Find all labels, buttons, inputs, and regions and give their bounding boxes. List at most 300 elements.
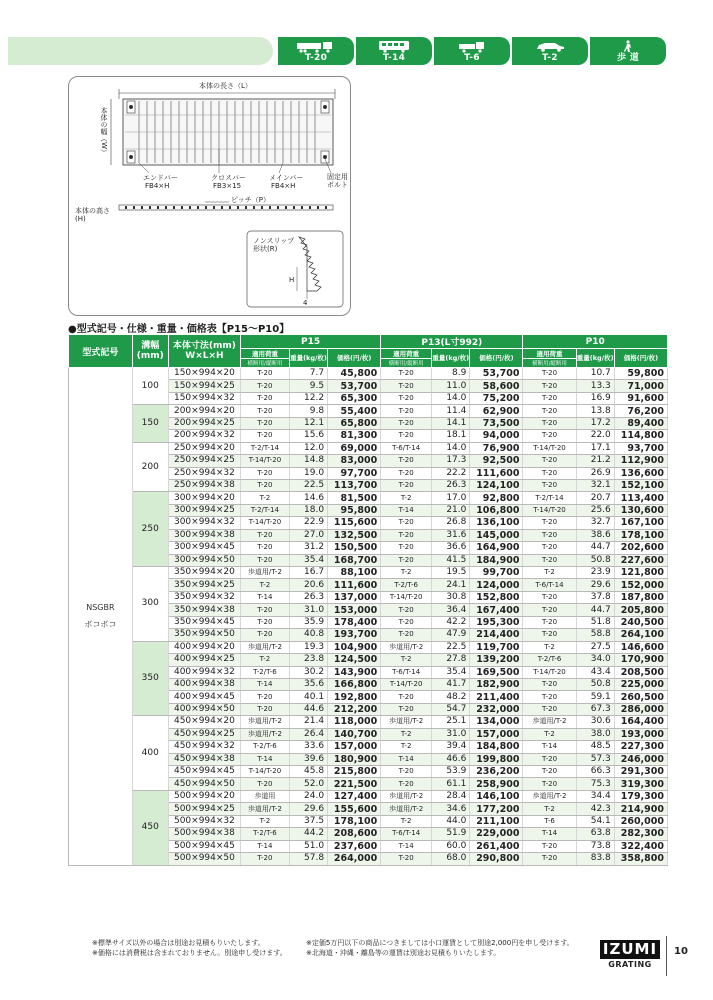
izumi-grating-logo xyxy=(600,940,660,970)
price-cell: 193,700 xyxy=(328,629,381,641)
load-cell: T-20 xyxy=(241,368,290,380)
header-weight: 重量(kg/枚) xyxy=(432,349,470,368)
load-cell: T-20 xyxy=(381,467,432,479)
load-cell: T-20 xyxy=(381,691,432,703)
price-cell: 178,400 xyxy=(328,616,381,628)
price-cell: 260,000 xyxy=(614,815,667,827)
load-cell: T-20 xyxy=(523,753,576,765)
load-cell: T-20 xyxy=(523,380,576,392)
width-cell: 300 xyxy=(132,567,168,642)
price-cell: 106,800 xyxy=(470,504,523,516)
price-cell: 178,100 xyxy=(614,529,667,541)
load-cell: T-20 xyxy=(523,778,576,790)
load-cell: T-2/T-14 xyxy=(241,442,290,454)
weight-cell: 18.1 xyxy=(432,430,470,442)
load-cell: 歩道用/T-2 xyxy=(241,803,290,815)
price-cell: 192,800 xyxy=(328,691,381,703)
price-cell: 89,400 xyxy=(614,417,667,429)
load-cell: T-2/T-6 xyxy=(241,666,290,678)
width-cell: 250 xyxy=(132,492,168,567)
weight-cell: 68.0 xyxy=(432,853,470,865)
weight-cell: 20.6 xyxy=(289,579,327,591)
price-cell: 208,600 xyxy=(328,828,381,840)
load-cell: T-2 xyxy=(241,492,290,504)
dims-cell: 350×994×32 xyxy=(168,591,240,603)
price-cell: 115,600 xyxy=(328,517,381,529)
dims-cell: 450×994×45 xyxy=(168,766,240,778)
weight-cell: 19.5 xyxy=(432,567,470,579)
price-cell: 246,000 xyxy=(614,753,667,765)
weight-cell: 27.8 xyxy=(432,654,470,666)
load-cell: T-2/T-6 xyxy=(523,654,576,666)
endbar-label: エンドバー xyxy=(143,174,178,182)
weight-cell: 29.6 xyxy=(289,803,327,815)
price-cell: 212,200 xyxy=(328,703,381,715)
price-cell: 178,100 xyxy=(328,815,381,827)
grating-drawing xyxy=(69,77,352,317)
load-cell: 歩道用/T-2 xyxy=(381,803,432,815)
dims-cell: 450×994×20 xyxy=(168,716,240,728)
notes-left xyxy=(92,938,287,958)
weight-cell: 11.4 xyxy=(432,405,470,417)
load-cell: 歩道用/T-2 xyxy=(241,641,290,653)
dims-cell: 200×994×20 xyxy=(168,405,240,417)
price-cell: 180,900 xyxy=(328,753,381,765)
load-cell: T-14/T-20 xyxy=(241,517,290,529)
weight-cell: 37.5 xyxy=(289,815,327,827)
load-cell: T-20 xyxy=(381,778,432,790)
dims-cell: 150×994×32 xyxy=(168,392,240,404)
load-cell: T-20 xyxy=(241,430,290,442)
load-cell: T-20 xyxy=(241,417,290,429)
price-cell: 199,800 xyxy=(470,753,523,765)
tab-label: 歩 道 xyxy=(616,52,640,63)
load-cell: 歩道用 xyxy=(241,790,290,802)
load-cell: T-20 xyxy=(381,616,432,628)
load-cell: 歩道用/T-2 xyxy=(241,716,290,728)
weight-cell: 35.4 xyxy=(432,666,470,678)
table-row xyxy=(69,567,668,579)
load-cell: T-20 xyxy=(381,604,432,616)
price-cell: 53,700 xyxy=(328,380,381,392)
weight-cell: 37.8 xyxy=(576,591,614,603)
table-row xyxy=(69,641,668,653)
weight-cell: 26.9 xyxy=(576,467,614,479)
load-cell: T-14/T-20 xyxy=(381,678,432,690)
price-cell: 215,800 xyxy=(328,766,381,778)
dims-cell: 400×994×38 xyxy=(168,678,240,690)
banner-bar xyxy=(8,37,273,65)
note: ※定価5万円以下の商品につきましては小口運賃として別途2,000円を申し受けます。 xyxy=(306,939,574,947)
load-cell: T-2 xyxy=(381,567,432,579)
price-cell: 290,800 xyxy=(470,853,523,865)
load-cell: T-14/T-20 xyxy=(523,442,576,454)
note: ※北海道・沖縄・離島等の運賃は別途お見積もりいたします。 xyxy=(306,949,501,957)
weight-cell: 22.5 xyxy=(432,641,470,653)
dims-cell: 350×994×50 xyxy=(168,629,240,641)
bus-icon xyxy=(373,40,415,53)
weight-cell: 25.1 xyxy=(432,716,470,728)
tab-t14 xyxy=(356,37,432,65)
load-cell: T-20 xyxy=(241,691,290,703)
price-cell: 111,600 xyxy=(328,579,381,591)
price-cell: 137,000 xyxy=(328,591,381,603)
tab-label: T-2 xyxy=(542,52,558,63)
dims-cell: 400×994×50 xyxy=(168,703,240,715)
load-cell: T-20 xyxy=(523,467,576,479)
header-model: 型式記号 xyxy=(69,335,133,368)
weight-cell: 25.6 xyxy=(576,504,614,516)
model-name: NSGBR xyxy=(86,603,115,613)
load-cell: T-14 xyxy=(523,741,576,753)
price-cell: 240,500 xyxy=(614,616,667,628)
weight-cell: 50.8 xyxy=(576,554,614,566)
load-cell: T-20 xyxy=(241,554,290,566)
price-cell: 282,300 xyxy=(614,828,667,840)
load-cell: T-2 xyxy=(381,741,432,753)
load-cell: T-2 xyxy=(523,641,576,653)
load-cell: T-20 xyxy=(381,529,432,541)
load-cell: T-20 xyxy=(381,380,432,392)
price-cell: 168,700 xyxy=(328,554,381,566)
load-cell: T-20 xyxy=(523,691,576,703)
price-cell: 229,000 xyxy=(470,828,523,840)
price-cell: 124,000 xyxy=(470,579,523,591)
header-price: 価格(円/枚) xyxy=(470,349,523,368)
header-price: 価格(円/枚) xyxy=(328,349,381,368)
price-cell: 111,600 xyxy=(470,467,523,479)
price-cell: 55,400 xyxy=(328,405,381,417)
weight-cell: 7.7 xyxy=(289,368,327,380)
load-cell: T-20 xyxy=(241,853,290,865)
load-cell: T-20 xyxy=(241,405,290,417)
price-cell: 69,000 xyxy=(328,442,381,454)
price-cell: 264,100 xyxy=(614,629,667,641)
load-cell: T-20 xyxy=(381,417,432,429)
weight-cell: 66.3 xyxy=(576,766,614,778)
weight-cell: 46.6 xyxy=(432,753,470,765)
load-cell: T-2 xyxy=(523,803,576,815)
price-cell: 113,700 xyxy=(328,479,381,491)
price-cell: 155,600 xyxy=(328,803,381,815)
weight-cell: 11.0 xyxy=(432,380,470,392)
load-cell: T-20 xyxy=(381,405,432,417)
weight-cell: 19.3 xyxy=(289,641,327,653)
weight-cell: 26.4 xyxy=(289,728,327,740)
load-cell: 歩道用/T-2 xyxy=(381,716,432,728)
load-cell: T-2 xyxy=(381,492,432,504)
dims-cell: 500×994×25 xyxy=(168,803,240,815)
weight-cell: 32.7 xyxy=(576,517,614,529)
price-cell: 157,000 xyxy=(470,728,523,740)
weight-cell: 73.8 xyxy=(576,840,614,852)
load-cell: 歩道用/T-2 xyxy=(381,641,432,653)
weight-cell: 54.1 xyxy=(576,815,614,827)
length-label: 本体の長さ（L） xyxy=(199,82,252,90)
price-cell: 232,000 xyxy=(470,703,523,715)
price-cell: 83,000 xyxy=(328,455,381,467)
load-cell: T-2 xyxy=(523,567,576,579)
price-cell: 237,600 xyxy=(328,840,381,852)
dims-cell: 200×994×25 xyxy=(168,417,240,429)
weight-cell: 14.6 xyxy=(289,492,327,504)
load-cell: T-20 xyxy=(523,517,576,529)
weight-cell: 35.9 xyxy=(289,616,327,628)
load-cell: T-20 xyxy=(241,479,290,491)
weight-cell: 9.8 xyxy=(289,405,327,417)
price-cell: 184,800 xyxy=(470,741,523,753)
load-cell: T-20 xyxy=(523,430,576,442)
load-cell: T-2 xyxy=(381,654,432,666)
price-cell: 58,600 xyxy=(470,380,523,392)
load-cell: T-6/T-14 xyxy=(381,666,432,678)
price-cell: 65,300 xyxy=(328,392,381,404)
weight-cell: 26.3 xyxy=(432,479,470,491)
price-cell: 286,000 xyxy=(614,703,667,715)
load-cell: T-20 xyxy=(523,368,576,380)
weight-cell: 13.8 xyxy=(576,405,614,417)
width-cell: 350 xyxy=(132,641,168,716)
price-cell: 45,800 xyxy=(328,368,381,380)
weight-cell: 52.0 xyxy=(289,778,327,790)
load-cell: T-20 xyxy=(241,392,290,404)
weight-cell: 53.9 xyxy=(432,766,470,778)
price-cell: 184,900 xyxy=(470,554,523,566)
weight-cell: 51.8 xyxy=(576,616,614,628)
weight-cell: 75.3 xyxy=(576,778,614,790)
price-cell: 146,600 xyxy=(614,641,667,653)
load-cell: T-20 xyxy=(381,455,432,467)
load-cell: T-6/T-14 xyxy=(381,442,432,454)
dims-cell: 450×994×32 xyxy=(168,741,240,753)
load-cell: T-2 xyxy=(523,728,576,740)
weight-cell: 35.6 xyxy=(289,678,327,690)
price-cell: 139,200 xyxy=(470,654,523,666)
header-load: 適用荷重 xyxy=(523,349,576,359)
price-cell: 71,000 xyxy=(614,380,667,392)
load-cell: T-2/T-6 xyxy=(241,741,290,753)
weight-cell: 17.2 xyxy=(576,417,614,429)
weight-cell: 21.0 xyxy=(432,504,470,516)
price-cell: 93,700 xyxy=(614,442,667,454)
weight-cell: 10.7 xyxy=(576,368,614,380)
weight-cell: 58.8 xyxy=(576,629,614,641)
price-cell: 145,000 xyxy=(470,529,523,541)
price-cell: 358,800 xyxy=(614,853,667,865)
price-cell: 88,100 xyxy=(328,567,381,579)
vehicle-load-tabs xyxy=(278,37,666,65)
price-cell: 114,800 xyxy=(614,430,667,442)
load-cell: T-14 xyxy=(381,840,432,852)
logo-izumi: IZUMI xyxy=(600,940,660,959)
price-cell: 261,400 xyxy=(470,840,523,852)
weight-cell: 39.4 xyxy=(432,741,470,753)
price-cell: 95,800 xyxy=(328,504,381,516)
weight-cell: 14.0 xyxy=(432,392,470,404)
price-cell: 92,800 xyxy=(470,492,523,504)
load-cell: T-14 xyxy=(381,504,432,516)
weight-cell: 30.2 xyxy=(289,666,327,678)
weight-cell: 24.1 xyxy=(432,579,470,591)
bolt-label: 固定用 ボルト xyxy=(327,173,348,189)
load-cell: T-20 xyxy=(241,629,290,641)
weight-cell: 31.2 xyxy=(289,542,327,554)
load-cell: T-20 xyxy=(241,542,290,554)
load-cell: T-20 xyxy=(381,853,432,865)
load-cell: T-2/T-14 xyxy=(241,504,290,516)
four-label: 4 xyxy=(303,299,308,307)
header-group-p10: P10 xyxy=(523,335,668,349)
load-cell: T-20 xyxy=(381,766,432,778)
load-cell: 歩道用/T-2 xyxy=(381,790,432,802)
price-cell: 208,500 xyxy=(614,666,667,678)
weight-cell: 15.6 xyxy=(289,430,327,442)
price-cell: 76,900 xyxy=(470,442,523,454)
header-load-sub: 横断用/縦断用 xyxy=(241,359,290,368)
table-heading: ●型式記号・仕様・重量・価格表【P15～P10】 xyxy=(68,324,290,335)
note: ※標準サイズ以外の場合は別途お見積もりいたします。 xyxy=(92,939,265,947)
load-cell: T-20 xyxy=(381,392,432,404)
dims-cell: 400×994×20 xyxy=(168,641,240,653)
price-cell: 75,200 xyxy=(470,392,523,404)
tab-t2 xyxy=(512,37,588,65)
dims-cell: 500×994×50 xyxy=(168,853,240,865)
load-cell: T-20 xyxy=(241,703,290,715)
header-load: 適用荷重 xyxy=(381,349,432,359)
price-cell: 227,600 xyxy=(614,554,667,566)
price-cell: 221,500 xyxy=(328,778,381,790)
dims-cell: 350×994×25 xyxy=(168,579,240,591)
load-cell: T-2 xyxy=(381,728,432,740)
price-cell: 291,300 xyxy=(614,766,667,778)
load-cell: T-20 xyxy=(381,554,432,566)
load-cell: T-20 xyxy=(523,542,576,554)
load-cell: T-14 xyxy=(241,591,290,603)
price-cell: 143,900 xyxy=(328,666,381,678)
height-label: 本体の高さ (H) xyxy=(75,207,110,223)
table-row xyxy=(69,405,668,417)
tab-t20 xyxy=(278,37,354,65)
weight-cell: 23.8 xyxy=(289,654,327,666)
price-cell: 73,500 xyxy=(470,417,523,429)
dims-cell: 150×994×25 xyxy=(168,380,240,392)
price-cell: 130,600 xyxy=(614,504,667,516)
load-cell: T-20 xyxy=(241,529,290,541)
weight-cell: 22.2 xyxy=(432,467,470,479)
dims-cell: 300×994×32 xyxy=(168,517,240,529)
price-cell: 112,900 xyxy=(614,455,667,467)
dims-cell: 400×994×25 xyxy=(168,654,240,666)
dims-cell: 250×994×25 xyxy=(168,455,240,467)
load-cell: T-20 xyxy=(523,455,576,467)
grating-diagram xyxy=(68,76,351,316)
dims-cell: 500×994×45 xyxy=(168,840,240,852)
weight-cell: 40.1 xyxy=(289,691,327,703)
weight-cell: 83.8 xyxy=(576,853,614,865)
dims-cell: 300×994×20 xyxy=(168,492,240,504)
weight-cell: 39.6 xyxy=(289,753,327,765)
weight-cell: 17.0 xyxy=(432,492,470,504)
logo-grating: GRATING xyxy=(608,960,652,969)
weight-cell: 63.8 xyxy=(576,828,614,840)
dims-cell: 300×994×45 xyxy=(168,542,240,554)
weight-cell: 57.8 xyxy=(289,853,327,865)
weight-cell: 67.3 xyxy=(576,703,614,715)
weight-cell: 17.3 xyxy=(432,455,470,467)
load-cell: T-20 xyxy=(381,517,432,529)
load-cell: T-20 xyxy=(381,368,432,380)
weight-cell: 44.2 xyxy=(289,828,327,840)
weight-cell: 20.7 xyxy=(576,492,614,504)
price-cell: 92,500 xyxy=(470,455,523,467)
price-cell: 236,200 xyxy=(470,766,523,778)
dims-cell: 250×994×38 xyxy=(168,479,240,491)
weight-cell: 43.4 xyxy=(576,666,614,678)
load-cell: T-14/T-20 xyxy=(241,455,290,467)
weight-cell: 44.6 xyxy=(289,703,327,715)
load-cell: 歩道用/T-2 xyxy=(241,728,290,740)
dims-cell: 450×994×38 xyxy=(168,753,240,765)
weight-cell: 9.5 xyxy=(289,380,327,392)
price-cell: 225,000 xyxy=(614,678,667,690)
header-weight: 重量(kg/枚) xyxy=(576,349,614,368)
pitch-label: ピッチ（P） xyxy=(231,196,270,204)
price-cell: 205,800 xyxy=(614,604,667,616)
mainbar-label: メインバー xyxy=(269,174,304,182)
weight-cell: 17.1 xyxy=(576,442,614,454)
dims-cell: 350×994×38 xyxy=(168,604,240,616)
weight-cell: 30.6 xyxy=(576,716,614,728)
tab-label: T-6 xyxy=(464,52,480,63)
price-cell: 169,500 xyxy=(470,666,523,678)
weight-cell: 13.3 xyxy=(576,380,614,392)
price-cell: 97,700 xyxy=(328,467,381,479)
load-cell: T-20 xyxy=(523,703,576,715)
dims-cell: 400×994×32 xyxy=(168,666,240,678)
dims-cell: 300×994×50 xyxy=(168,554,240,566)
weight-cell: 36.6 xyxy=(432,542,470,554)
load-cell: T-20 xyxy=(241,778,290,790)
crossbar-spec: FB3×15 xyxy=(213,182,242,190)
pedestrian-icon xyxy=(607,40,649,53)
load-cell: T-20 xyxy=(523,616,576,628)
table-row xyxy=(69,368,668,380)
price-cell: 164,400 xyxy=(614,716,667,728)
price-cell: 153,000 xyxy=(328,604,381,616)
price-cell: 136,600 xyxy=(614,467,667,479)
weight-cell: 22.9 xyxy=(289,517,327,529)
price-cell: 167,400 xyxy=(470,604,523,616)
price-cell: 182,900 xyxy=(470,678,523,690)
weight-cell: 36.4 xyxy=(432,604,470,616)
weight-cell: 51.9 xyxy=(432,828,470,840)
load-cell: T-20 xyxy=(241,616,290,628)
load-cell: T-20 xyxy=(523,853,576,865)
weight-cell: 12.0 xyxy=(289,442,327,454)
price-cell: 164,900 xyxy=(470,542,523,554)
weight-cell: 14.0 xyxy=(432,442,470,454)
dims-cell: 500×994×38 xyxy=(168,828,240,840)
dims-cell: 250×994×20 xyxy=(168,442,240,454)
weight-cell: 22.5 xyxy=(289,479,327,491)
weight-cell: 22.0 xyxy=(576,430,614,442)
weight-cell: 24.0 xyxy=(289,790,327,802)
price-cell: 214,400 xyxy=(470,629,523,641)
load-cell: 歩道用/T-2 xyxy=(523,716,576,728)
weight-cell: 27.5 xyxy=(576,641,614,653)
small-truck-icon xyxy=(451,40,493,53)
model-sub: ボコボコ xyxy=(84,620,117,630)
